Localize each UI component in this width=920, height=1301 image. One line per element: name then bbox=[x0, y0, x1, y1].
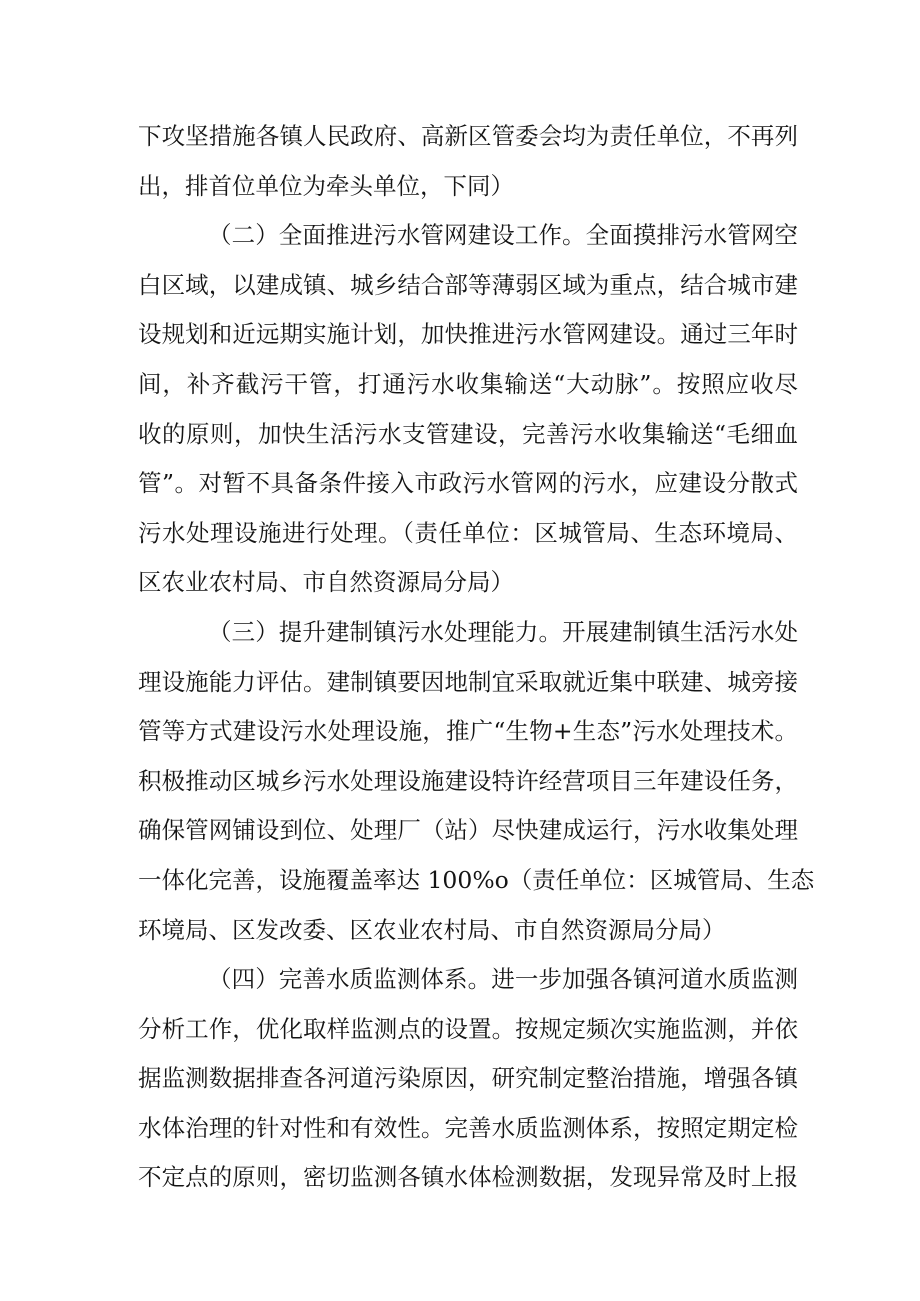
paragraph-line: 管等方式建设污水处理设施，推广“生物+生态”污水处理技术。 bbox=[138, 717, 798, 746]
paragraph-line: 设规划和近远期实施计划，加快推进污水管网建设。通过三年时 bbox=[138, 320, 798, 349]
paragraph-line: 出，排首位单位为牵头单位，下同） bbox=[138, 171, 514, 200]
paragraph-line: 下攻坚措施各镇人民政府、高新区管委会均为责任单位，不再列 bbox=[138, 122, 798, 150]
section-heading-line: （四）完善水质监测体系。进一步加强各镇河道水质监测 bbox=[208, 965, 798, 994]
paragraph-line: 不定点的原则，密切监测各镇水体检测数据，发现异常及时上报 bbox=[138, 1163, 798, 1192]
paragraph-line: 收的原则，加快生活污水支管建设，完善污水收集输送“毛细血 bbox=[138, 419, 798, 448]
paragraph-line: 区农业农村局、市自然资源局分局） bbox=[138, 568, 514, 597]
paragraph-line: 积极推动区城乡污水处理设施建设特许经营项目三年建设任务， bbox=[138, 766, 798, 795]
paragraph-line: 据监测数据排查各河道污染原因，研究制定整治措施，增强各镇 bbox=[138, 1064, 798, 1093]
paragraph-line: 水体治理的针对性和有效性。完善水质监测体系，按照定期定检 bbox=[138, 1113, 798, 1142]
paragraph-line: 确保管网铺设到位、处理厂（站）尽快建成运行，污水收集处理 bbox=[138, 816, 798, 845]
paragraph-line: 污水处理设施进行处理。（责任单位：区城管局、生态环境局、 bbox=[138, 518, 798, 547]
paragraph-line: 白区域，以建成镇、城乡结合部等薄弱区域为重点，结合城市建 bbox=[138, 270, 798, 299]
paragraph-line: 一体化完善，设施覆盖率达 100%o（责任单位：区城管局、生态 bbox=[138, 865, 815, 894]
paragraph-line: 理设施能力评估。建制镇要因地制宜采取就近集中联建、城旁接 bbox=[138, 667, 798, 696]
section-heading-line: （三）提升建制镇污水处理能力。开展建制镇生活污水处 bbox=[208, 617, 798, 646]
paragraph-line: 管”。对暂不具备条件接入市政污水管网的污水，应建设分散式 bbox=[138, 469, 798, 498]
paragraph-line: 环境局、区发改委、区农业农村局、市自然资源局分局） bbox=[138, 915, 726, 944]
paragraph-line: 分析工作，优化取样监测点的设置。按规定频次实施监测，并依 bbox=[138, 1014, 798, 1043]
paragraph-line: 间，补齐截污干管，打通污水收集输送“大动脉”。按照应收尽 bbox=[138, 369, 798, 398]
section-heading-line: （二）全面推进污水管网建设工作。全面摸排污水管网空 bbox=[208, 221, 798, 250]
document-body bbox=[138, 112, 815, 1203]
